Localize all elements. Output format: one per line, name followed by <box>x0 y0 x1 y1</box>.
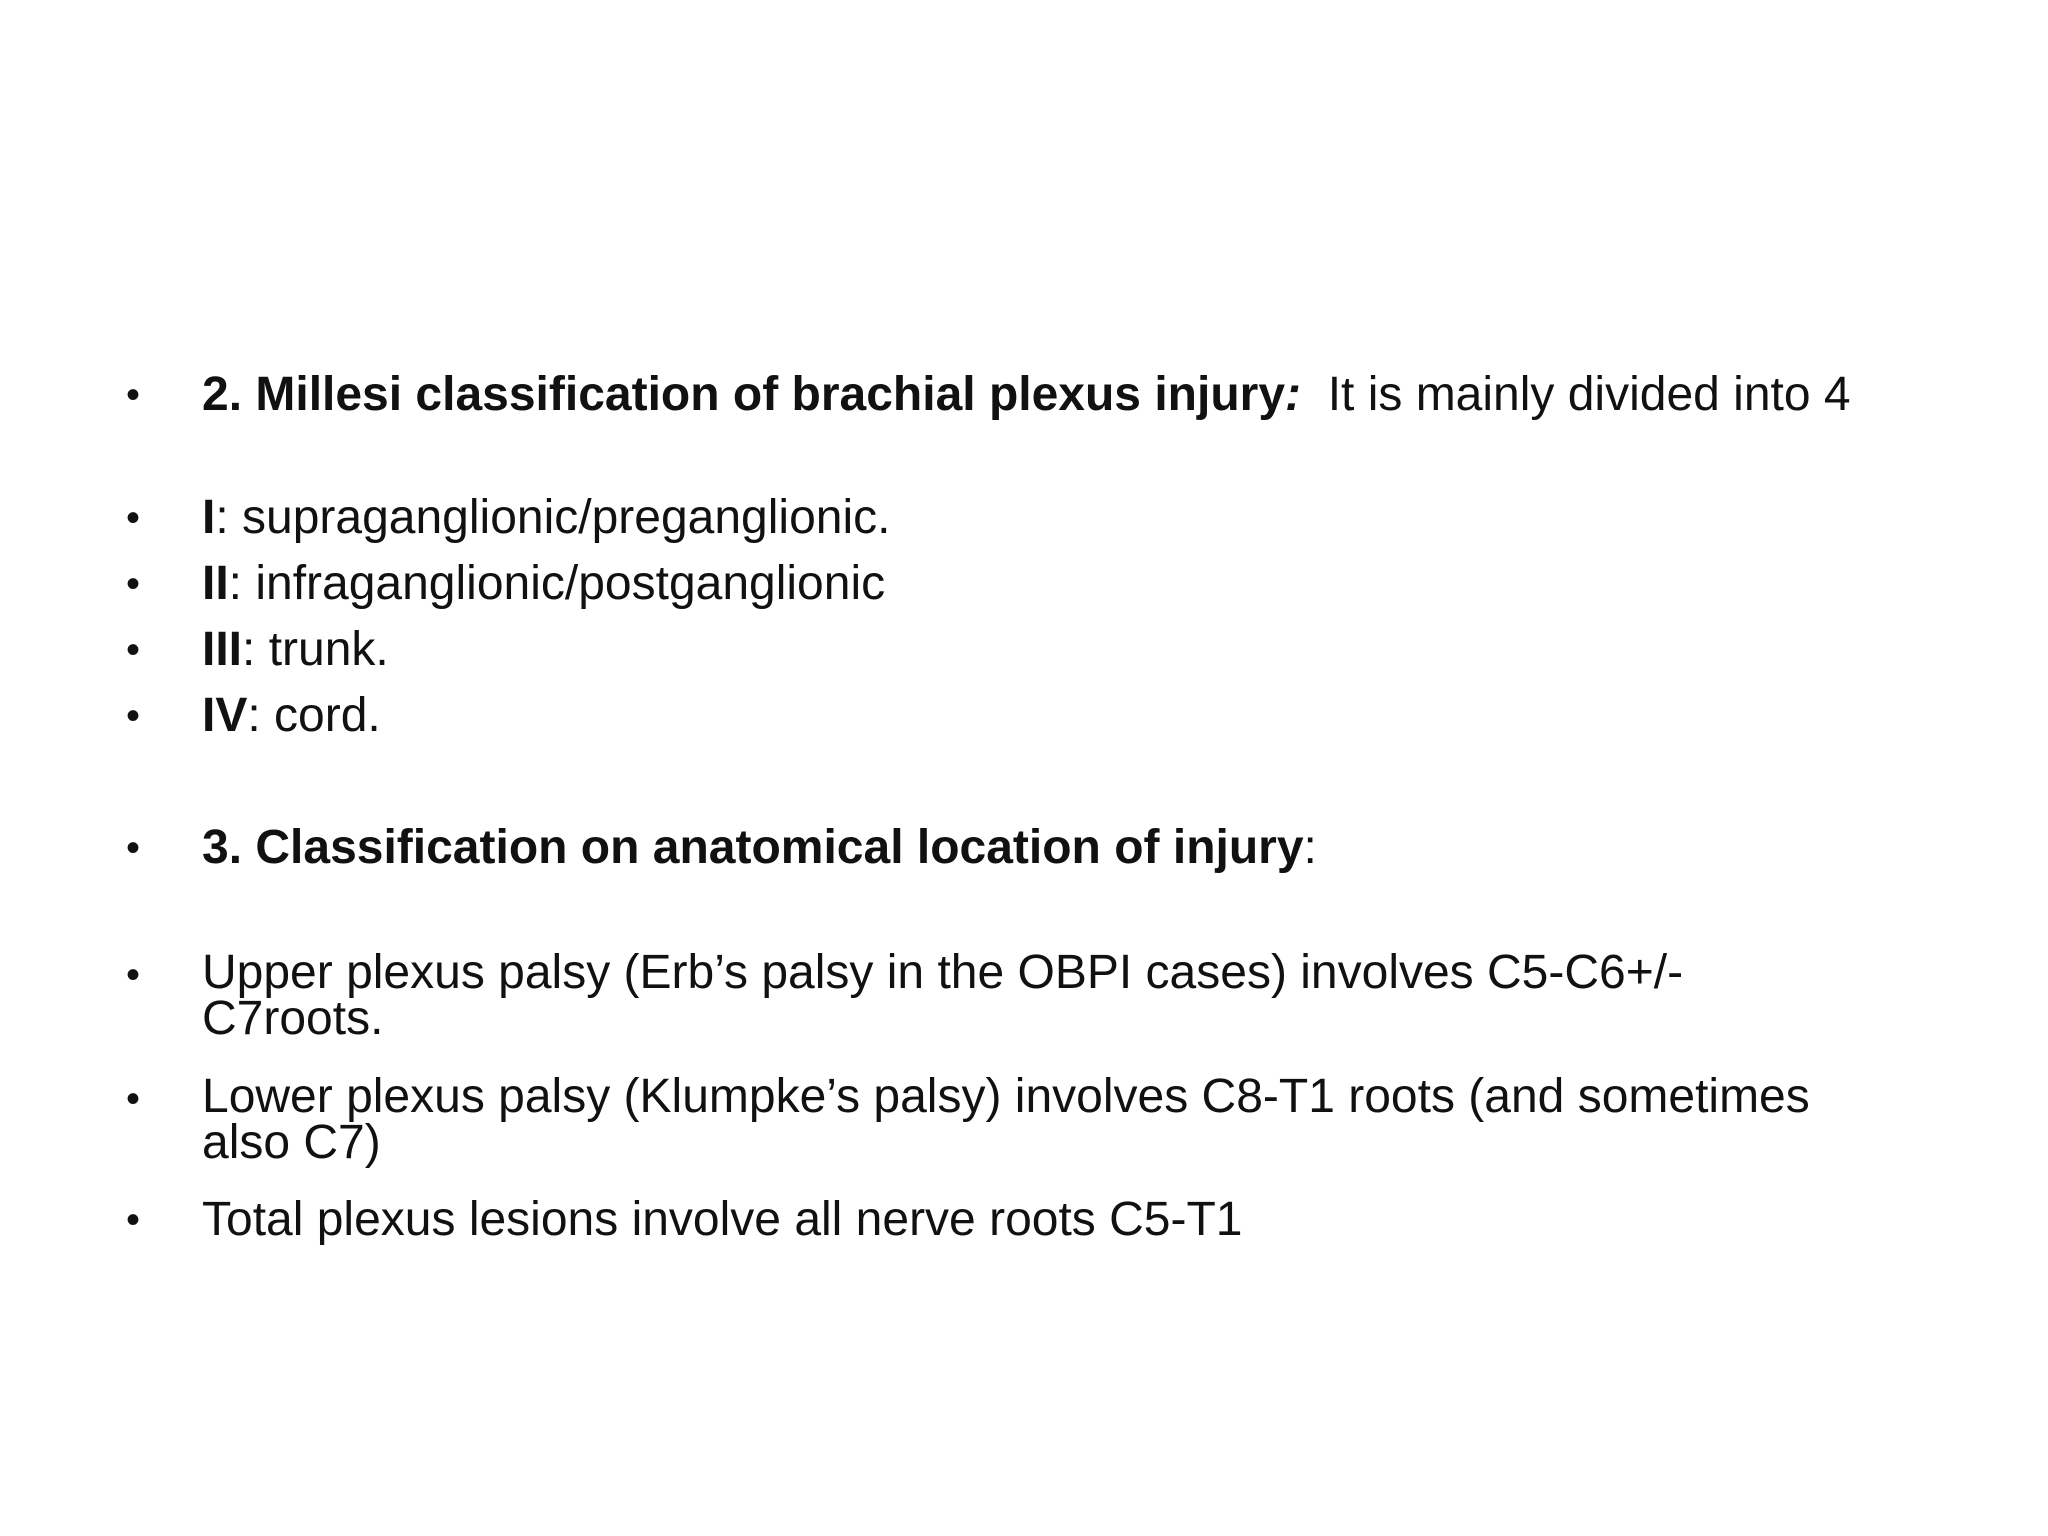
item-plain-text: : cord. <box>247 689 381 742</box>
list-item-class-iii <box>126 625 1946 675</box>
list-item-lower-plexus <box>126 1070 1946 1169</box>
bullet-icon: • <box>126 496 141 540</box>
list-item-total-plexus <box>126 1195 1946 1245</box>
bullet-icon: • <box>126 1198 141 1242</box>
item-text: Total plexus lesions involve all nerve roots C5-T1 <box>202 1193 1243 1246</box>
item-line-1: Lower plexus palsy (Klumpke’s palsy) involves C8-T1 roots (and sometimes <box>202 1070 1810 1123</box>
bullet-icon: • <box>126 373 141 417</box>
item-line-2: C7roots. <box>202 992 384 1045</box>
item-text <box>202 493 1946 543</box>
item-text <box>202 1070 1946 1169</box>
item-bold-italic-text: : <box>1285 368 1302 421</box>
list-item-millesi <box>126 370 1946 420</box>
list-item-anatomical <box>126 823 1946 873</box>
item-text <box>202 559 1946 609</box>
item-bold-text: 3. Classification on anatomical location of injury <box>202 821 1304 874</box>
bullet-icon: • <box>126 562 141 606</box>
item-plain-text: : trunk. <box>242 623 389 676</box>
item-text <box>202 691 1946 741</box>
item-plain-text: It is mainly divided into 4 <box>1301 368 1851 421</box>
item-plain-text: : infraganglionic/postganglionic <box>228 557 886 610</box>
item-bold-text: III <box>202 623 243 676</box>
list-item-class-i <box>126 493 1946 543</box>
bullet-icon: • <box>126 826 141 870</box>
item-line-2: also C7) <box>202 1116 381 1169</box>
item-plain-text: : <box>1303 821 1317 874</box>
bullet-icon: • <box>126 953 141 997</box>
bullet-icon: • <box>126 1077 141 1121</box>
list-item-upper-plexus <box>126 946 1946 1045</box>
list-item-class-iv <box>126 691 1946 741</box>
item-bold-text: I <box>202 491 216 544</box>
item-bold-text: 2. Millesi classification of brachial plexus injury <box>202 368 1286 421</box>
list-item-class-ii <box>126 559 1946 609</box>
item-bold-text: IV <box>202 689 248 742</box>
item-plain-text: : supraganglionic/preganglionic. <box>215 491 891 544</box>
item-text <box>202 823 1946 873</box>
bullet-icon: • <box>126 628 141 672</box>
bullet-icon: • <box>126 694 141 738</box>
item-text <box>202 370 1946 420</box>
item-bold-text: II <box>202 557 229 610</box>
item-text <box>202 625 1946 675</box>
item-line-1: Upper plexus palsy (Erb’s palsy in the OBPI cases) involves C5-C6+/- <box>202 946 1684 999</box>
item-text <box>202 946 1946 1045</box>
